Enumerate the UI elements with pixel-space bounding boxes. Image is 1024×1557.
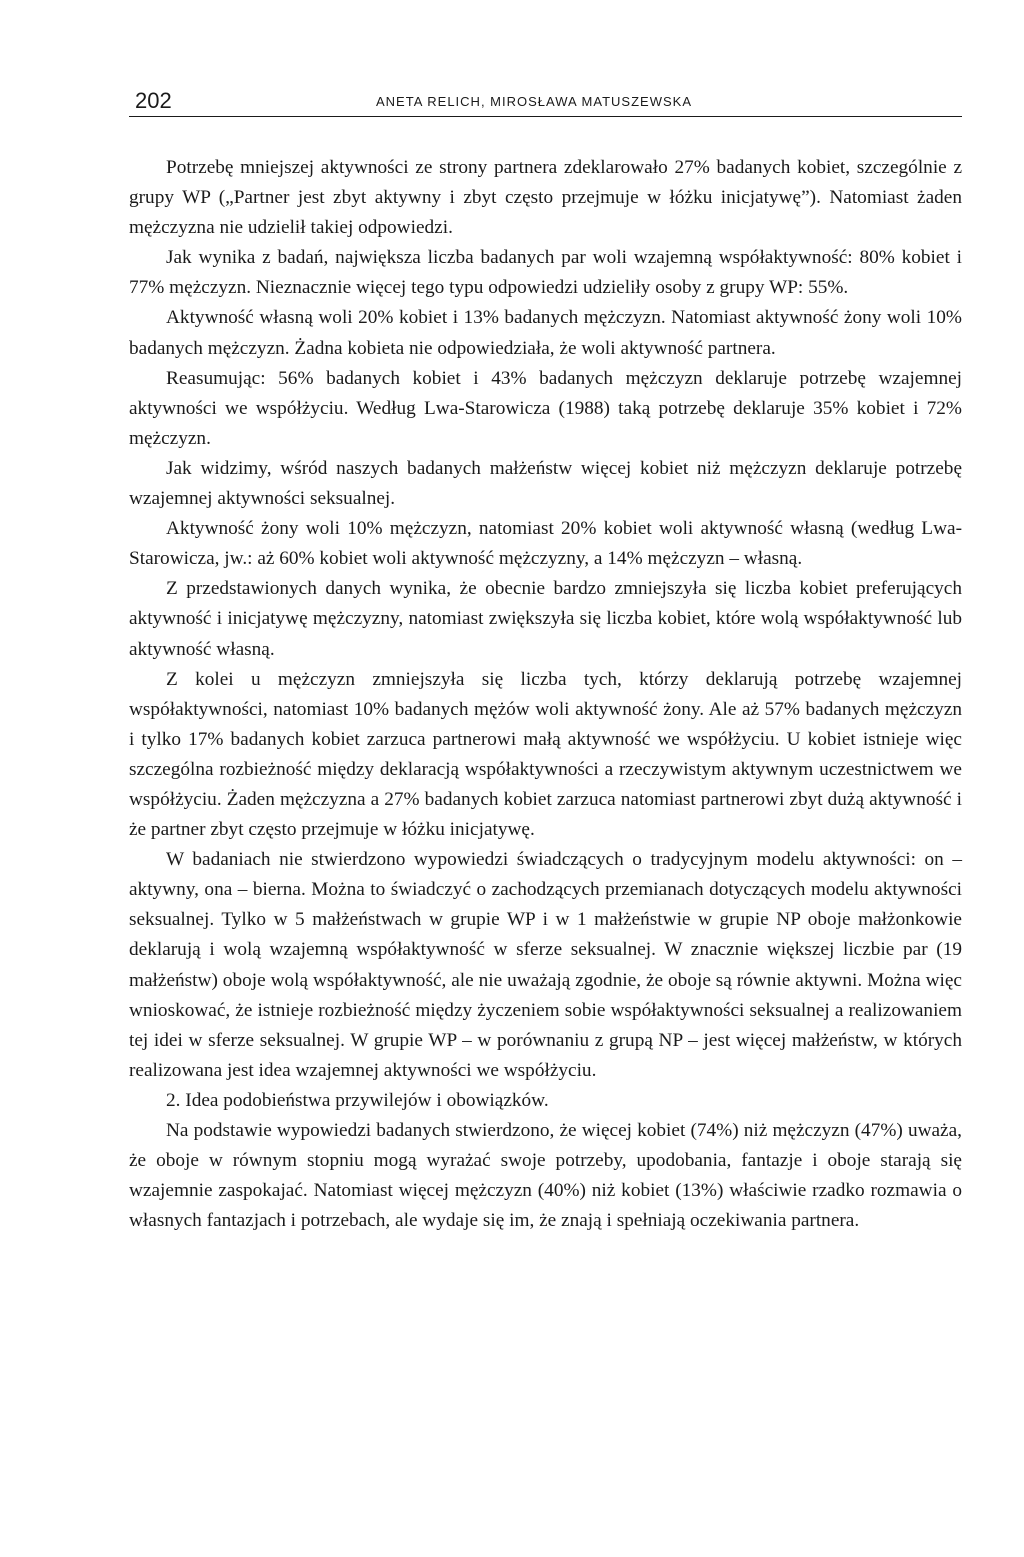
paragraph: W badaniach nie stwierdzono wypowiedzi świadczących o tradycyjnym modelu aktywności: on – aktywny, ona – bierna. Można to świadczyć o zachodzących przemianach dotyczących modelu aktywności seksualnej. Tylko w 5 małżeństwach w grupie WP i w 1 małżeństwie w grupie NP oboje małżonkowie deklarują i wolą wzajemną współaktywność w sferze seksualnej. W znacznie większej liczbie par (19 małżeństw) oboje wolą współaktywność, ale nie uważają zgodnie, że oboje są równie aktywni. Można więc wnioskować, że istnieje rozbieżność między życzeniem sobie współaktywności seksualnej a realizowaniem tej idei w sferze seksualnej. W grupie WP – w porównaniu z grupą NP – jest więcej małżeństw, w których realizowana jest idea wzajemnej aktywności we współżyciu. [129, 849, 962, 1081]
paragraph: Na podstawie wypowiedzi badanych stwierdzono, że więcej kobiet (74%) niż mężczyzn (47%) uważa, że oboje w równym stopniu mogą wyrażać swoje potrzeby, upodobania, fantazje i oboje starają się wzajemnie zaspokajać. Natomiast więcej mężczyzn (40%) niż kobiet (13%) właściwie rzadko rozmawia o własnych fantazjach i potrzebach, ale wydaje się im, że znają i spełniają oczekiwania partnera. [129, 1120, 962, 1232]
paragraph: Z kolei u mężczyzn zmniejszyła się liczba tych, którzy deklarują potrzebę wzajemnej współaktywności, natomiast 10% badanych mężów woli aktywność żony. Ale aż 57% badanych mężczyzn i tylko 17% badanych kobiet zarzuca partnerowi małą aktywność we współżyciu. U kobiet istnieje więc szczególna rozbieżność między deklaracją współaktywności a rzeczywistym aktywnym uczestnictwem we współżyciu. Żaden mężczyzna a 27% badanych kobiet zarzuca natomiast partnerowi zbyt dużą aktywność i że partner zbyt często przejmuje w łóżku inicjatywę. [129, 668, 962, 841]
page-number: 202 [135, 88, 172, 113]
paragraph: Reasumując: 56% badanych kobiet i 43% badanych mężczyzn deklaruje potrzebę wzajemnej aktywności we współżyciu. Według Lwa-Starowicza (1988) taką potrzebę deklaruje 35% kobiet i 72% mężczyzn. [129, 367, 962, 449]
document-page [129, 88, 962, 1236]
body-text [129, 153, 962, 1236]
paragraph: Potrzebę mniejszej aktywności ze strony partnera zdeklarowało 27% badanych kobiet, szczególnie z grupy WP („Partner jest zbyt aktywny i zbyt często przejmuje w łóżku inicjatywę”). Natomiast żaden mężczyzna nie udzielił takiej odpowiedzi. [129, 157, 962, 239]
paragraph: Aktywność żony woli 10% mężczyzn, natomiast 20% kobiet woli aktywność własną (według Lwa-Starowicza, jw.: aż 60% kobiet woli aktywność mężczyzny, a 14% mężczyzn – własną. [129, 518, 962, 570]
paragraph: Jak wynika z badań, największa liczba badanych par woli wzajemną współaktywność: 80% kobiet i 77% mężczyzn. Nieznacznie więcej tego typu odpowiedzi udzieliły osoby z grupy WP: 55%. [129, 247, 962, 299]
paragraph: Jak widzimy, wśród naszych badanych małżeństw więcej kobiet niż mężczyzn deklaruje potrzebę wzajemnej aktywności seksualnej. [129, 457, 962, 510]
running-header-authors: ANETA RELICH, MIROSŁAWA MATUSZEWSKA [376, 94, 692, 109]
paragraph: Z przedstawionych danych wynika, że obecnie bardzo zmniejszyła się liczba kobiet preferujących aktywność i inicjatywę mężczyzny, natomiast zwiększyła się liczba kobiet, które wolą współaktywność lub aktywność własną. [129, 578, 962, 660]
running-header [129, 88, 962, 117]
section-heading: 2. Idea podobieństwa przywilejów i obowiązków. [166, 1089, 549, 1111]
paragraph: Aktywność własną woli 20% kobiet i 13% badanych mężczyzn. Natomiast aktywność żony woli 10% badanych mężczyzn. Żadna kobieta nie odpowiedziała, że woli aktywność partnera. [129, 307, 962, 359]
